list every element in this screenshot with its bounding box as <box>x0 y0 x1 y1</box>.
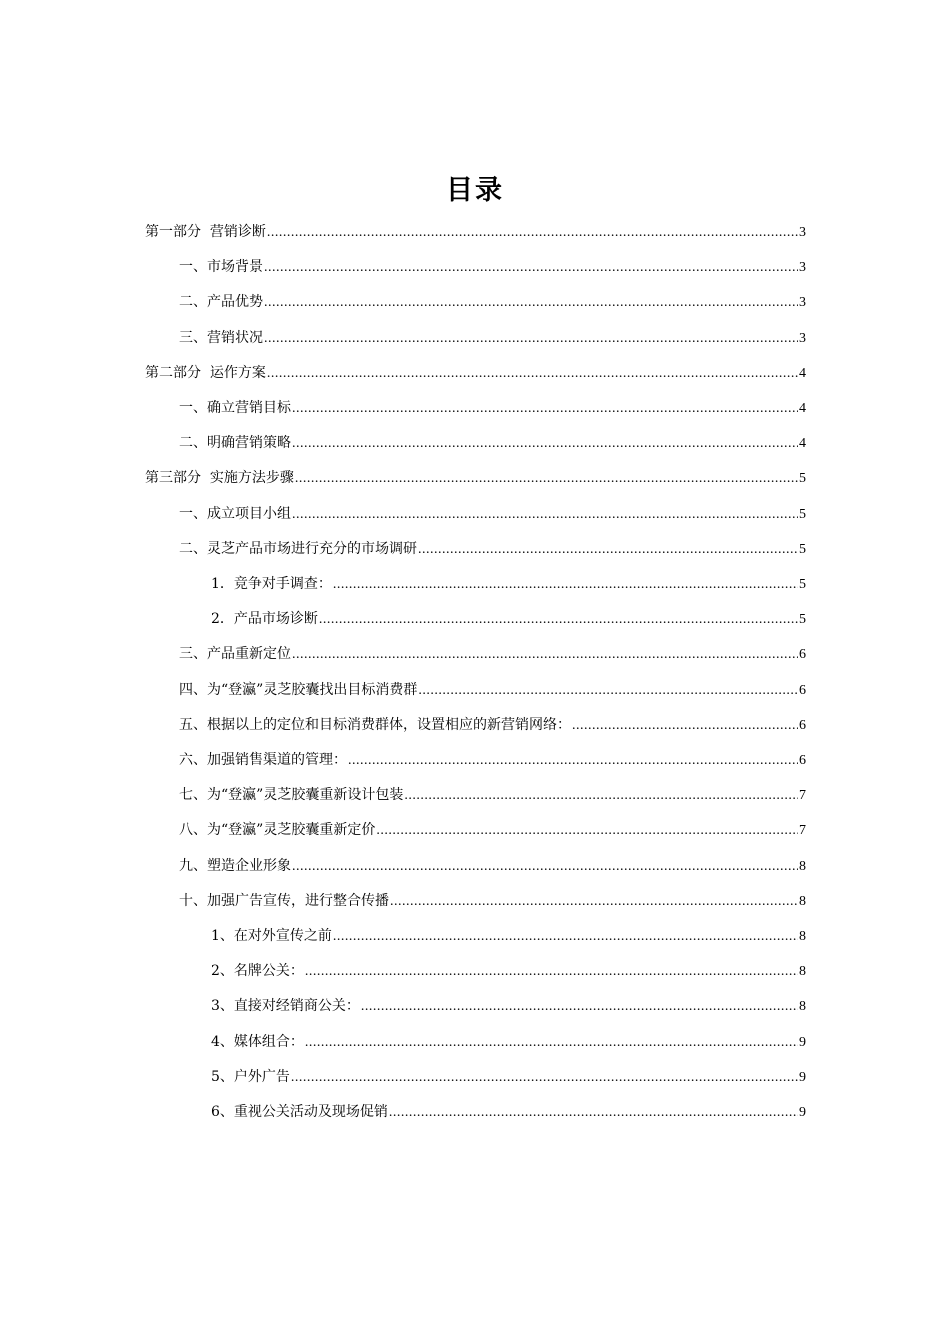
toc-entry-label: 二、明确营销策略 <box>179 435 291 452</box>
toc-entry-page-number: 9 <box>799 1105 806 1120</box>
toc-entry-label: 一、确立营销目标 <box>179 400 291 416</box>
toc-entry-label: 九、塑造企业形象 <box>179 857 291 874</box>
toc-entry-label: 十、加强广告宣传，进行整合传播 <box>179 892 389 909</box>
toc-entry[interactable] <box>179 327 806 349</box>
toc-entry[interactable] <box>179 679 806 701</box>
dot-leader <box>292 398 798 420</box>
toc-entry-page-number: 3 <box>799 295 806 311</box>
dot-leader <box>404 785 798 807</box>
dot-leader <box>390 891 798 913</box>
dot-leader <box>418 680 798 702</box>
toc-entry-label: 第二部分 运作方案 <box>145 364 266 381</box>
toc-entry[interactable] <box>179 432 806 454</box>
toc-entry[interactable] <box>145 221 806 243</box>
dot-leader <box>267 222 798 244</box>
toc-entry-label: 2、名牌公关： <box>211 963 304 980</box>
toc-entry-page-number: 4 <box>799 365 806 381</box>
dot-leader <box>333 574 798 596</box>
dot-leader <box>264 328 798 350</box>
toc-entry-label: 3、直接对经销商公关： <box>211 998 360 1015</box>
toc-entry-label: 第一部分 营销诊断 <box>145 224 266 240</box>
dot-leader <box>333 926 798 948</box>
toc-entry-page-number: 7 <box>799 823 806 839</box>
toc-entry-page-number: 3 <box>799 260 806 276</box>
toc-entry-label: 六、加强销售渠道的管理： <box>179 752 347 768</box>
toc-entry-label: 1、在对外宣传之前 <box>211 928 332 944</box>
toc-entry-page-number: 5 <box>799 577 806 592</box>
toc-entry[interactable] <box>145 467 806 489</box>
toc-entry[interactable] <box>179 538 806 560</box>
dot-leader <box>264 257 798 279</box>
toc-entry-page-number: 6 <box>799 682 806 698</box>
toc-entry-page-number: 8 <box>799 999 806 1015</box>
toc-entry[interactable] <box>179 714 806 736</box>
dot-leader <box>305 961 798 983</box>
toc-entry-label: 6、重视公关活动及现场促销 <box>211 1104 388 1120</box>
dot-leader <box>319 609 798 631</box>
toc-entry-label: 4、媒体组合： <box>211 1033 304 1050</box>
toc-entry-label: 八、为“登瀛”灵芝胶囊重新定价 <box>179 822 376 839</box>
toc-entry-label: 一、成立项目小组 <box>179 505 291 522</box>
toc-entry-label: 五、根据以上的定位和目标消费群体，设置相应的新营销网络： <box>179 716 571 733</box>
toc-entry[interactable] <box>211 608 806 630</box>
toc-entry[interactable] <box>179 819 806 841</box>
toc-entry-page-number: 8 <box>799 964 806 980</box>
toc-entry-page-number: 5 <box>799 506 806 522</box>
dot-leader <box>291 1067 798 1089</box>
toc-entry-page-number: 5 <box>799 612 806 628</box>
toc-entry-page-number: 3 <box>799 330 806 346</box>
toc-entry-label: 三、营销状况 <box>179 329 263 346</box>
toc-entry-label: 1．竞争对手调查： <box>211 576 332 592</box>
toc-entry[interactable] <box>145 362 806 384</box>
toc-entry[interactable] <box>211 1066 806 1088</box>
toc-entry[interactable] <box>179 397 806 419</box>
toc-entry-page-number: 6 <box>799 753 806 768</box>
toc-entry-page-number: 9 <box>799 1034 806 1050</box>
toc-entry[interactable] <box>211 995 806 1017</box>
dot-leader <box>389 1102 798 1124</box>
toc-entry-label: 2．产品市场诊断 <box>211 611 318 628</box>
toc-entry-page-number: 3 <box>799 225 806 240</box>
toc-entry-label: 一、市场背景 <box>179 259 263 276</box>
toc-entry-page-number: 8 <box>799 929 806 944</box>
toc-entry-page-number: 8 <box>799 858 806 874</box>
toc-entry[interactable] <box>211 1031 806 1053</box>
dot-leader <box>267 363 798 385</box>
dot-leader <box>292 504 798 526</box>
toc-entry[interactable] <box>179 749 806 771</box>
toc-entry-page-number: 8 <box>799 893 806 909</box>
toc-entry-label: 二、产品优势 <box>179 294 263 311</box>
toc-entry-page-number: 5 <box>799 471 806 487</box>
toc-entry[interactable] <box>211 1101 806 1123</box>
dot-leader <box>292 644 798 666</box>
toc-entry-label: 七、为“登瀛”灵芝胶囊重新设计包装 <box>179 787 404 804</box>
toc-entry[interactable] <box>211 925 806 947</box>
toc-entry[interactable] <box>179 784 806 806</box>
dot-leader <box>572 715 798 737</box>
toc-entry-page-number: 9 <box>799 1069 806 1085</box>
toc-entry-page-number: 6 <box>799 647 806 663</box>
dot-leader <box>418 539 798 561</box>
toc-entry[interactable] <box>179 256 806 278</box>
toc-entry-page-number: 4 <box>799 401 806 416</box>
toc-entry[interactable] <box>211 573 806 595</box>
toc-entry-label: 三、产品重新定位 <box>179 646 291 663</box>
toc-entry-page-number: 6 <box>799 717 806 733</box>
dot-leader <box>295 468 798 490</box>
toc-entry[interactable] <box>211 960 806 982</box>
toc-entry-page-number: 5 <box>799 541 806 557</box>
dot-leader <box>292 433 798 455</box>
toc-entry[interactable] <box>179 291 806 313</box>
toc-entry-page-number: 7 <box>799 788 806 804</box>
toc-entry-label: 第三部分 实施方法步骤 <box>145 470 294 487</box>
dot-leader <box>292 856 798 878</box>
toc-entry[interactable] <box>179 890 806 912</box>
toc-title: 目录 <box>446 175 504 206</box>
toc-entry-label: 二、灵芝产品市场进行充分的市场调研 <box>179 540 417 557</box>
toc-entry[interactable] <box>179 503 806 525</box>
toc-entry-label: 5、户外广告 <box>211 1068 290 1085</box>
toc-entry-page-number: 4 <box>799 436 806 452</box>
toc-entry[interactable] <box>179 643 806 665</box>
toc-entry[interactable] <box>179 855 806 877</box>
toc-entry-label: 四、为“登瀛”灵芝胶囊找出目标消费群 <box>179 681 418 698</box>
dot-leader <box>305 1032 798 1054</box>
dot-leader <box>264 292 798 314</box>
dot-leader <box>376 820 798 842</box>
dot-leader <box>361 996 798 1018</box>
dot-leader <box>348 750 798 772</box>
